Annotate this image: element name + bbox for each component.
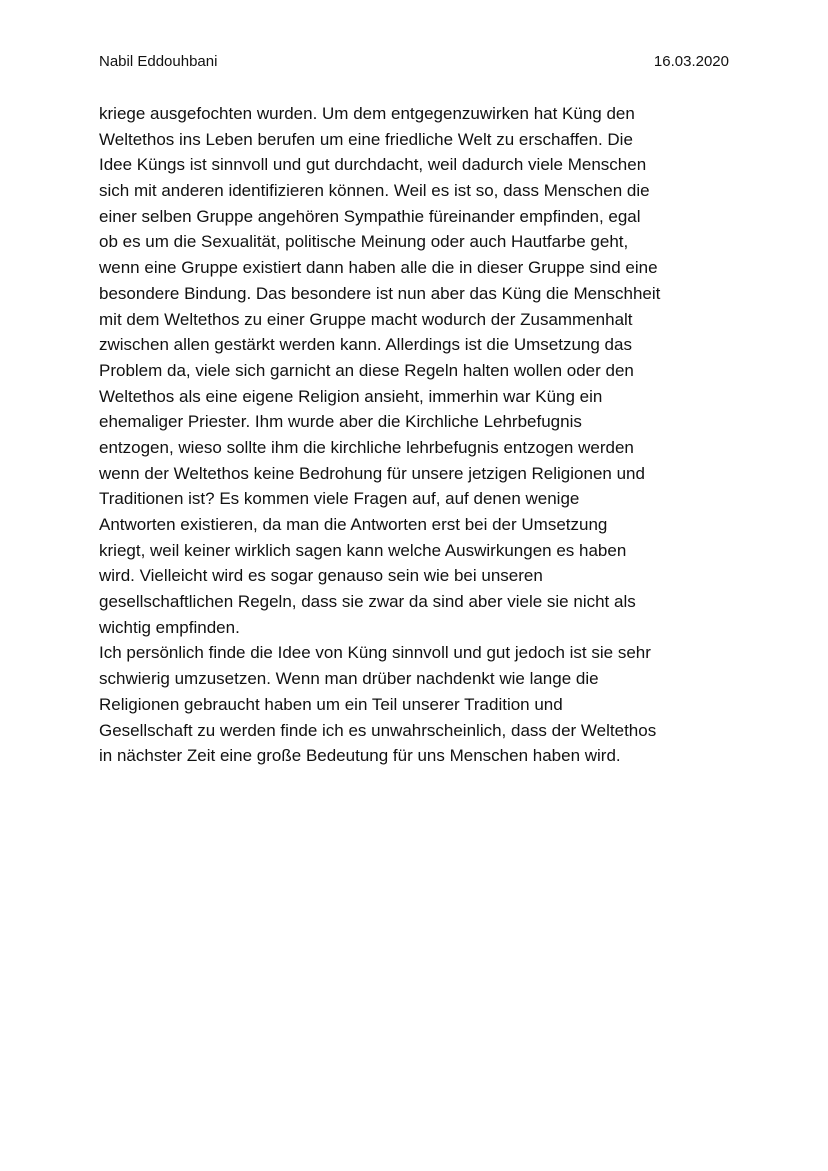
text-line: einer selben Gruppe angehören Sympathie füreinander empfinden, egal	[99, 206, 641, 226]
text-line: kriegt, weil keiner wirklich sagen kann welche Auswirkungen es haben	[99, 540, 627, 560]
document-date: 16.03.2020	[653, 53, 729, 70]
text-line: Idee Küngs ist sinnvoll und gut durchdacht, weil dadurch viele Menschen	[99, 155, 647, 175]
text-line: Weltethos als eine eigene Religion ansieht, immerhin war Küng ein	[99, 386, 603, 406]
text-line: wichtig empfinden.	[99, 617, 240, 637]
text-line: Antworten existieren, da man die Antworten erst bei der Umsetzung	[99, 515, 608, 534]
text-line: schwierig umzusetzen. Wenn man drüber nachdenkt wie lange die	[99, 669, 599, 689]
text-line: ehemaliger Priester. Ihm wurde aber die Kirchliche Lehrbefugnis	[99, 412, 582, 432]
text-line: entzogen, wieso sollte ihm die kirchliche lehrbefugnis entzogen werden	[99, 437, 634, 457]
text-line: ob es um die Sexualität, politische Meinung oder auch Hautfarbe geht,	[99, 232, 629, 252]
text-line: Traditionen ist? Es kommen viele Fragen auf, auf denen wenige	[99, 489, 580, 509]
text-line: zwischen allen gestärkt werden kann. Allerdings ist die Umsetzung das	[99, 335, 632, 355]
text-line: Religionen gebraucht haben um ein Teil unserer Tradition und	[99, 694, 563, 714]
text-line: in nächster Zeit eine große Bedeutung für uns Menschen haben wird.	[99, 746, 621, 766]
text-line: wenn der Weltethos keine Bedrohung für unsere jetzigen Religionen und	[99, 463, 645, 483]
text-line: gesellschaftlichen Regeln, dass sie zwar da sind aber viele sie nicht als	[99, 592, 636, 612]
text-line: Problem da, viele sich garnicht an diese Regeln halten wollen oder den	[99, 360, 634, 380]
text-line: Weltethos ins Leben berufen um eine friedliche Welt zu erschaffen. Die	[99, 129, 633, 149]
text-line: kriege ausgefochten wurden. Um dem entgegenzuwirken hat Küng den	[99, 104, 635, 123]
text-line: sich mit anderen identifizieren können. Weil es ist so, dass Menschen die	[99, 181, 650, 201]
author-name: Nabil Eddouhbani	[99, 53, 218, 70]
text-line: besondere Bindung. Das besondere ist nun aber das Küng die Menschheit	[99, 283, 661, 303]
text-line: Ich persönlich finde die Idee von Küng sinnvoll und gut jedoch ist sie sehr	[99, 643, 651, 663]
text-line: wenn eine Gruppe existiert dann haben alle die in dieser Gruppe sind eine	[99, 258, 658, 278]
page-header	[99, 52, 729, 74]
body-text	[99, 101, 739, 769]
text-line: mit dem Weltethos zu einer Gruppe macht wodurch der Zusammenhalt	[99, 309, 633, 329]
text-line: wird. Vielleicht wird es sogar genauso sein wie bei unseren	[99, 566, 543, 586]
text-line: Gesellschaft zu werden finde ich es unwahrscheinlich, dass der Weltethos	[99, 720, 657, 740]
